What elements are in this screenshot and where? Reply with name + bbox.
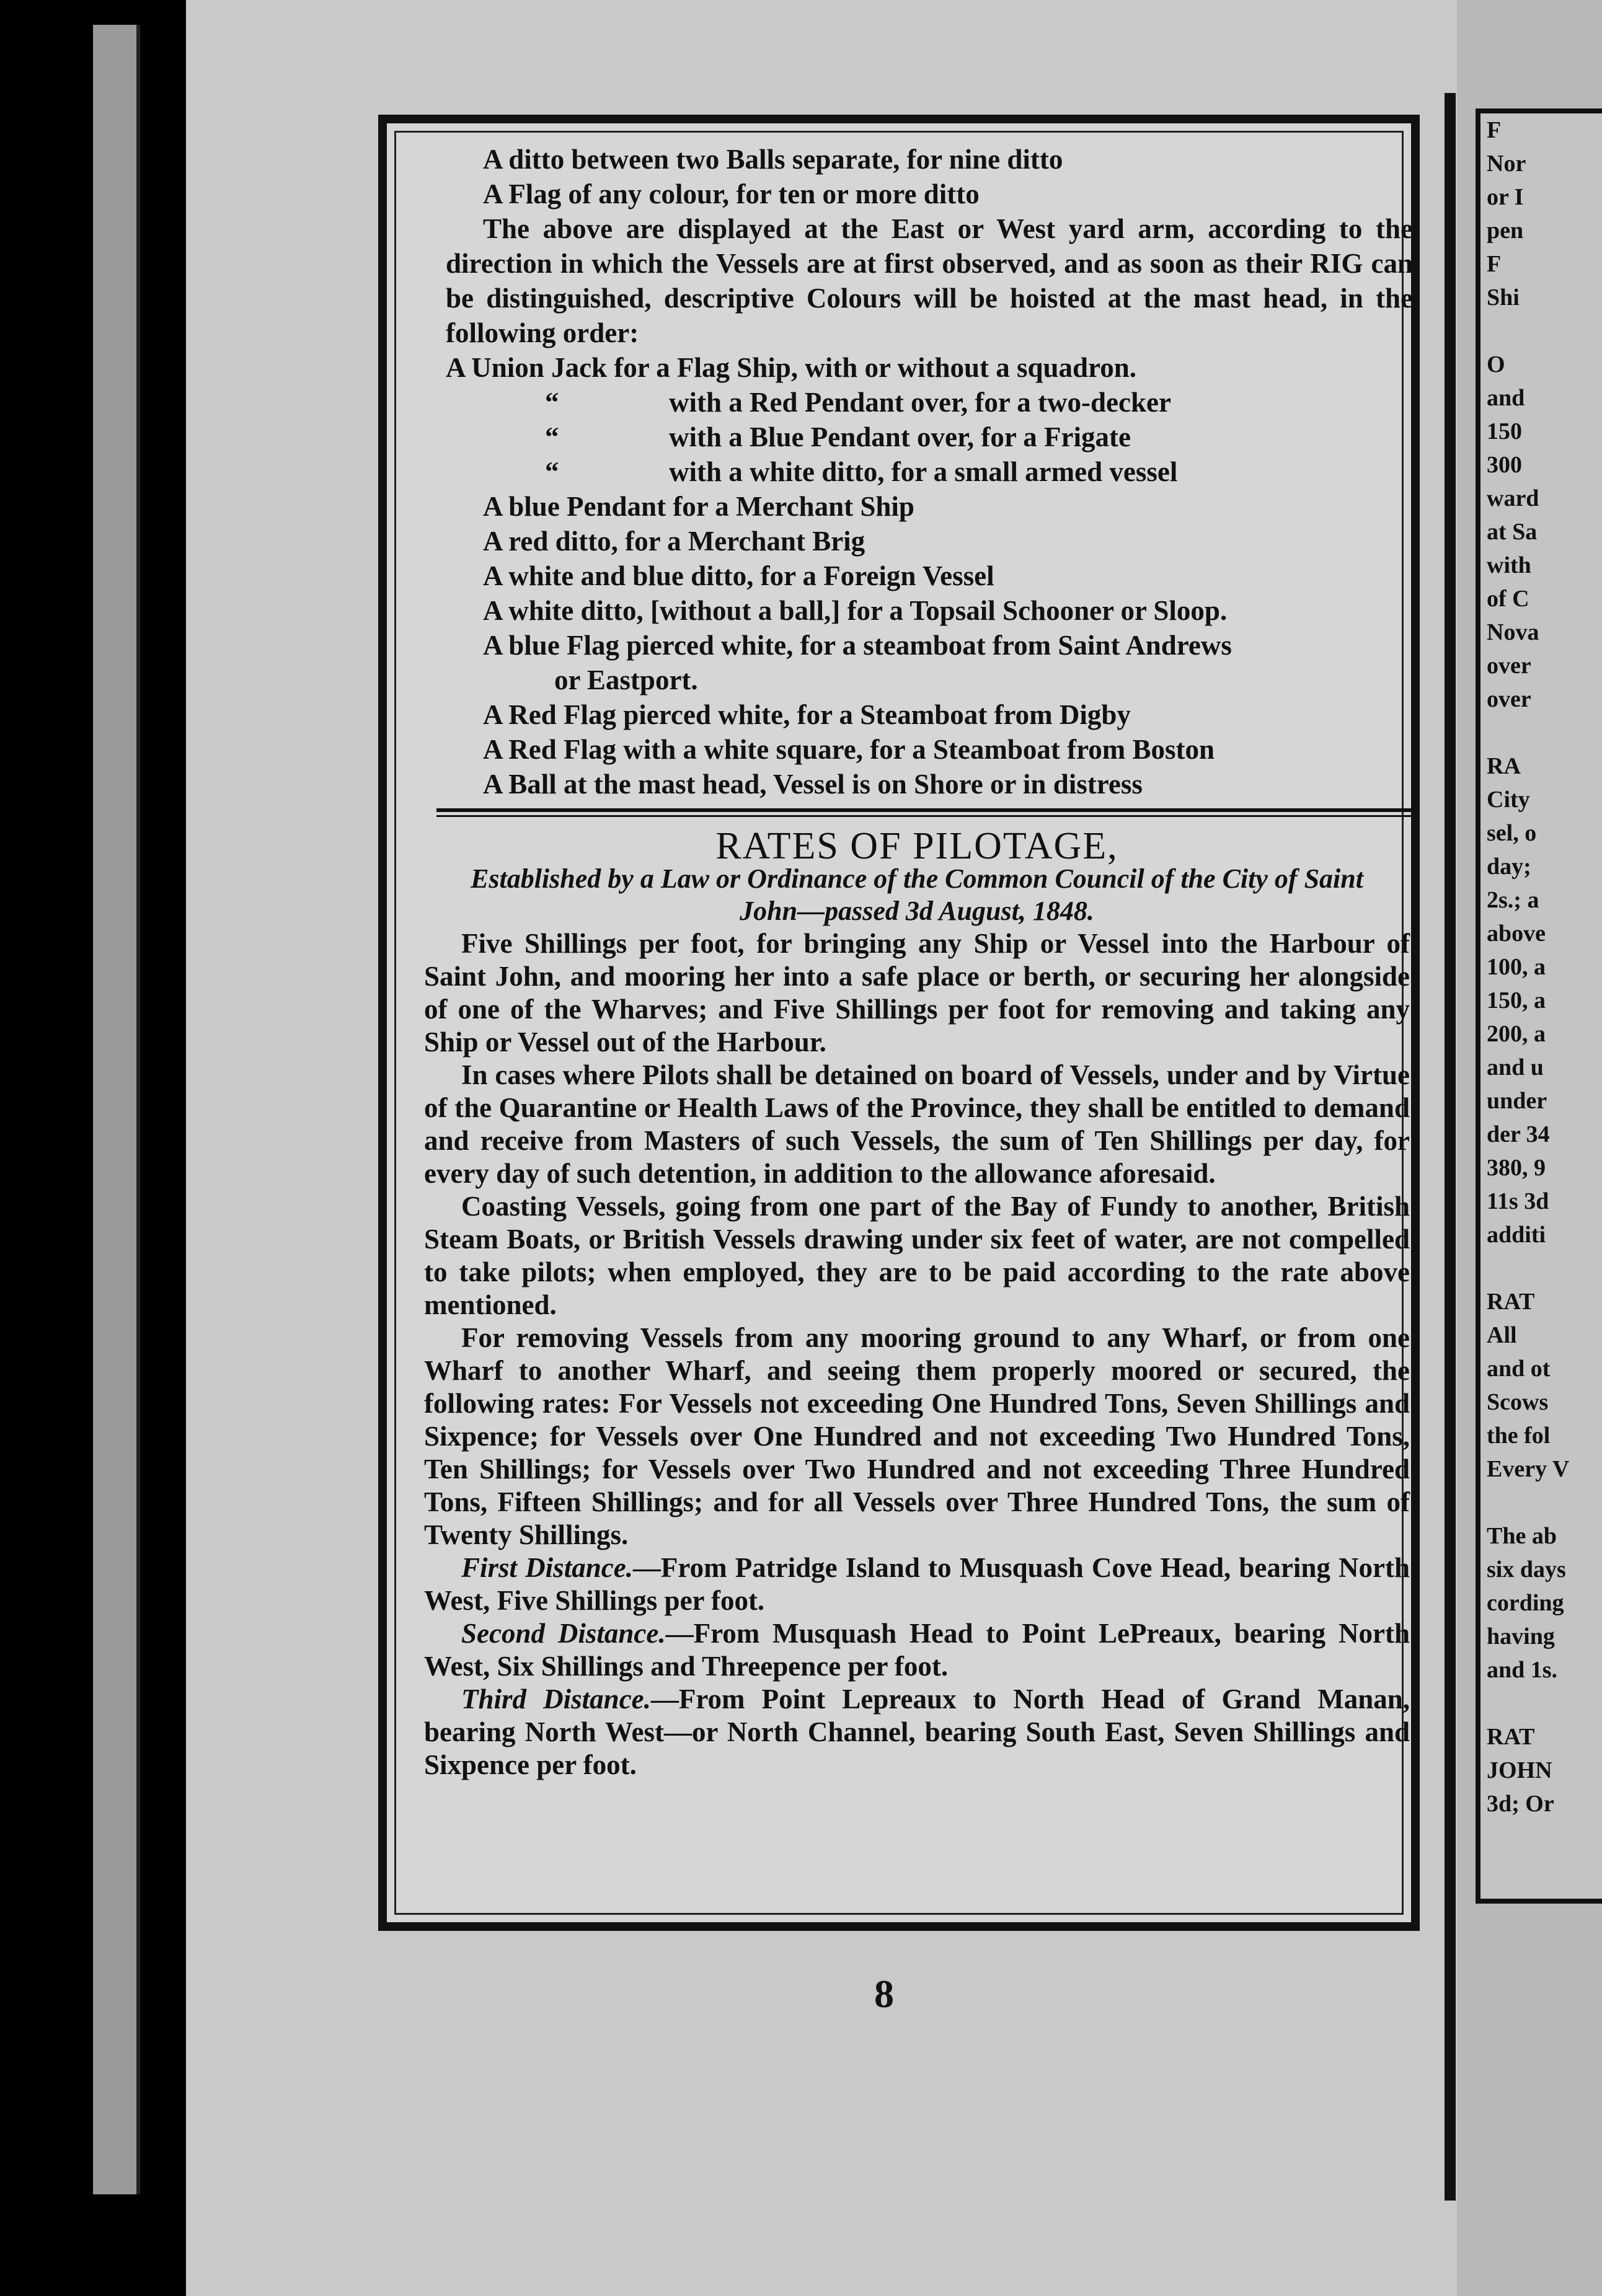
signal-ditto-line <box>446 385 1413 420</box>
ditto-mark: “ <box>545 456 559 487</box>
facing-page-line: 3d; Or <box>1487 1791 1554 1817</box>
facing-page-line <box>1480 1486 1602 1519</box>
facing-page-line: 2s.; a <box>1487 887 1539 913</box>
facing-page-line: F <box>1487 117 1502 143</box>
pilotage-distance <box>424 1683 1410 1782</box>
facing-page-line <box>1480 1252 1602 1285</box>
ditto-mark: “ <box>545 387 559 418</box>
facing-page-line: RA <box>1487 753 1521 779</box>
facing-page-line: above <box>1487 921 1546 947</box>
signal-ditto-text: with a Blue Pendant over, for a Frigate <box>669 422 1131 453</box>
page-gutter <box>1445 93 1456 2201</box>
left-page-edge <box>93 25 140 2194</box>
facing-page-line: City <box>1487 787 1530 813</box>
distance-text: —From Patridge Island to Musquash Cove Head, bearing North West, Five Shillings per foot. <box>424 1552 1410 1616</box>
pilotage-paragraph: For removing Vessels from any mooring ground to any Wharf, or from one Wharf to another Wharf, and seeing them properly moored or secured, the following rates: For Vessels not exceeding One Hundred Tons, Seven Shillings and Sixpence; for Vessels over One Hundred and not exceeding Two Hundred Tons, Ten Shillings; for Vessels over Two Hundred and not exceeding Three Hundred Tons, Fifteen Shillings; and for all Vessels over Three Hundred Tons, the sum of Twenty Shillings. <box>424 1322 1410 1550</box>
signal-colour-line: A Ball at the mast head, Vessel is on Shore or in distress <box>483 769 1143 800</box>
signal-colour-line: A blue Pendant for a Merchant Ship <box>483 491 914 522</box>
facing-page-line: pen <box>1487 218 1524 244</box>
facing-page-line: 150, a <box>1487 987 1546 1013</box>
facing-page-line: Nor <box>1487 151 1526 177</box>
pilotage-paragraph: In cases where Pilots shall be detained on board of Vessels, under and by Virtue of the Quarantine or Health Laws of the Province, they shall be entitled to demand and receive from Masters of such Vessels, the sum of Ten Shillings per day, for every day of such detention, in addition to the allowance aforesaid. <box>424 1059 1410 1189</box>
section-divider <box>436 808 1416 817</box>
bordered-text-panel <box>378 115 1420 1931</box>
facing-page-line: All <box>1487 1322 1517 1348</box>
signal-colour-line: A white ditto, [without a ball,] for a Topsail Schooner or Sloop. <box>483 595 1228 626</box>
facing-page-line: or I <box>1487 184 1524 210</box>
facing-page-line: and u <box>1487 1054 1544 1080</box>
signal-colour-line: A Red Flag pierced white, for a Steamboat from Digby <box>483 699 1131 730</box>
signal-ditto-text: with a Red Pendant over, for a two-decker <box>669 387 1171 418</box>
pilotage-paragraph: Coasting Vessels, going from one part of the Bay of Fundy to another, British Steam Boats, or British Vessels drawing under six feet of water, are not compelled to take pilots; when employed, they are to be paid according to the rate above mentioned. <box>424 1191 1410 1320</box>
signal-colour-continuation: or Eastport. <box>554 665 698 695</box>
signal-union-jack: A Union Jack for a Flag Ship, with or without a squadron. <box>446 352 1137 383</box>
facing-page-line: O <box>1487 351 1505 378</box>
facing-page-line: under <box>1487 1088 1547 1114</box>
facing-page-line: Nova <box>1487 619 1539 645</box>
facing-page-line: six days <box>1487 1556 1566 1583</box>
facing-page-line: 100, a <box>1487 954 1546 980</box>
distance-text: —From Point Lepreaux to North Head of Grand Manan, bearing North West—or North Channel, bearing South East, Seven Shillings and Sixpence per foot. <box>424 1684 1410 1780</box>
signal-list <box>446 142 1413 801</box>
facing-page-line: with <box>1487 552 1531 578</box>
facing-page-text-fragment <box>1476 108 1602 1904</box>
distance-label: Third Distance. <box>461 1684 651 1715</box>
pilotage-distance <box>424 1552 1410 1617</box>
pilotage-distance <box>424 1617 1410 1683</box>
facing-page-line: 380, 9 <box>1487 1155 1546 1181</box>
facing-page-line: F <box>1487 251 1502 277</box>
facing-page-line <box>1480 314 1602 348</box>
facing-page-line: and <box>1487 385 1525 411</box>
facing-page-line: The ab <box>1487 1523 1557 1549</box>
facing-page-line <box>1480 716 1602 749</box>
signal-ditto-line <box>446 454 1413 489</box>
pilotage-subtitle: Established by a Law or Ordinance of the Common Council of the City of Saint John—passed 3d August, 1848. <box>471 863 1363 926</box>
facing-page-line: Scows <box>1487 1389 1549 1415</box>
facing-page-line: sel, o <box>1487 820 1537 846</box>
facing-page-line: additi <box>1487 1222 1546 1248</box>
facing-page-line: 11s 3d <box>1487 1188 1549 1214</box>
page-number: 8 <box>874 1972 894 2016</box>
signal-colour-line: A Red Flag with a white square, for a Steamboat from Boston <box>483 734 1215 765</box>
facing-page-line <box>1480 1687 1602 1720</box>
facing-page-line: of C <box>1487 586 1529 612</box>
pilotage-paragraph: Five Shillings per foot, for bringing any Ship or Vessel into the Harbour of Saint John, and mooring her into a safe place or berth, or securing her alongside of one of the Wharves; and Five Shillings per foot for removing and taking any Ship or Vessel out of the Harbour. <box>424 928 1410 1057</box>
facing-page-line: having <box>1487 1623 1555 1649</box>
facing-page-line: and 1s. <box>1487 1657 1558 1683</box>
signal-intro: The above are displayed at the East or West yard arm, according to the direction in which the Vessels are at first observed, and as soon as their RIG can be distinguished, descriptive Colours will be hoisted at the mast head, in the following order: <box>446 213 1413 348</box>
facing-page-line: RAT <box>1487 1724 1535 1750</box>
facing-page-line: Shi <box>1487 285 1520 311</box>
distance-text: —From Musquash Head to Point LePreaux, bearing North West, Six Shillings and Threepence per foot. <box>424 1618 1410 1682</box>
facing-page-line: the fol <box>1487 1423 1551 1449</box>
signal-line: A Flag of any colour, for ten or more ditto <box>483 179 980 210</box>
facing-page-line: ward <box>1487 485 1539 511</box>
facing-page-line: RAT <box>1487 1289 1535 1315</box>
ditto-mark: “ <box>545 422 559 453</box>
facing-page-line: der 34 <box>1487 1121 1550 1147</box>
pilotage-section <box>424 825 1410 1782</box>
facing-page-line: Every V <box>1487 1456 1570 1482</box>
signal-colour-line: A blue Flag pierced white, for a steamboat from Saint Andrews <box>483 630 1232 661</box>
distance-label: Second Distance. <box>461 1618 666 1649</box>
facing-page-line: JOHN <box>1487 1757 1552 1783</box>
signal-colour-line: A white and blue ditto, for a Foreign Vessel <box>483 560 994 591</box>
facing-page-line: and ot <box>1487 1356 1551 1382</box>
signal-line: A ditto between two Balls separate, for nine ditto <box>483 144 1063 175</box>
facing-page-line: over <box>1487 653 1531 679</box>
signal-ditto-line <box>446 420 1413 454</box>
pilotage-title: RATES OF PILOTAGE, <box>715 825 1118 867</box>
facing-page-line: 300 <box>1487 452 1522 478</box>
distance-label: First Distance. <box>461 1552 633 1583</box>
facing-page-line: at Sa <box>1487 519 1538 545</box>
facing-page-line: over <box>1487 686 1531 712</box>
signal-ditto-text: with a white ditto, for a small armed vessel <box>669 456 1178 487</box>
facing-page-line: day; <box>1487 854 1531 880</box>
signal-colour-line: A red ditto, for a Merchant Brig <box>483 526 865 557</box>
facing-page-line: cording <box>1487 1590 1564 1616</box>
facing-page-line: 150 <box>1487 418 1522 444</box>
facing-page-line: 200, a <box>1487 1021 1546 1047</box>
